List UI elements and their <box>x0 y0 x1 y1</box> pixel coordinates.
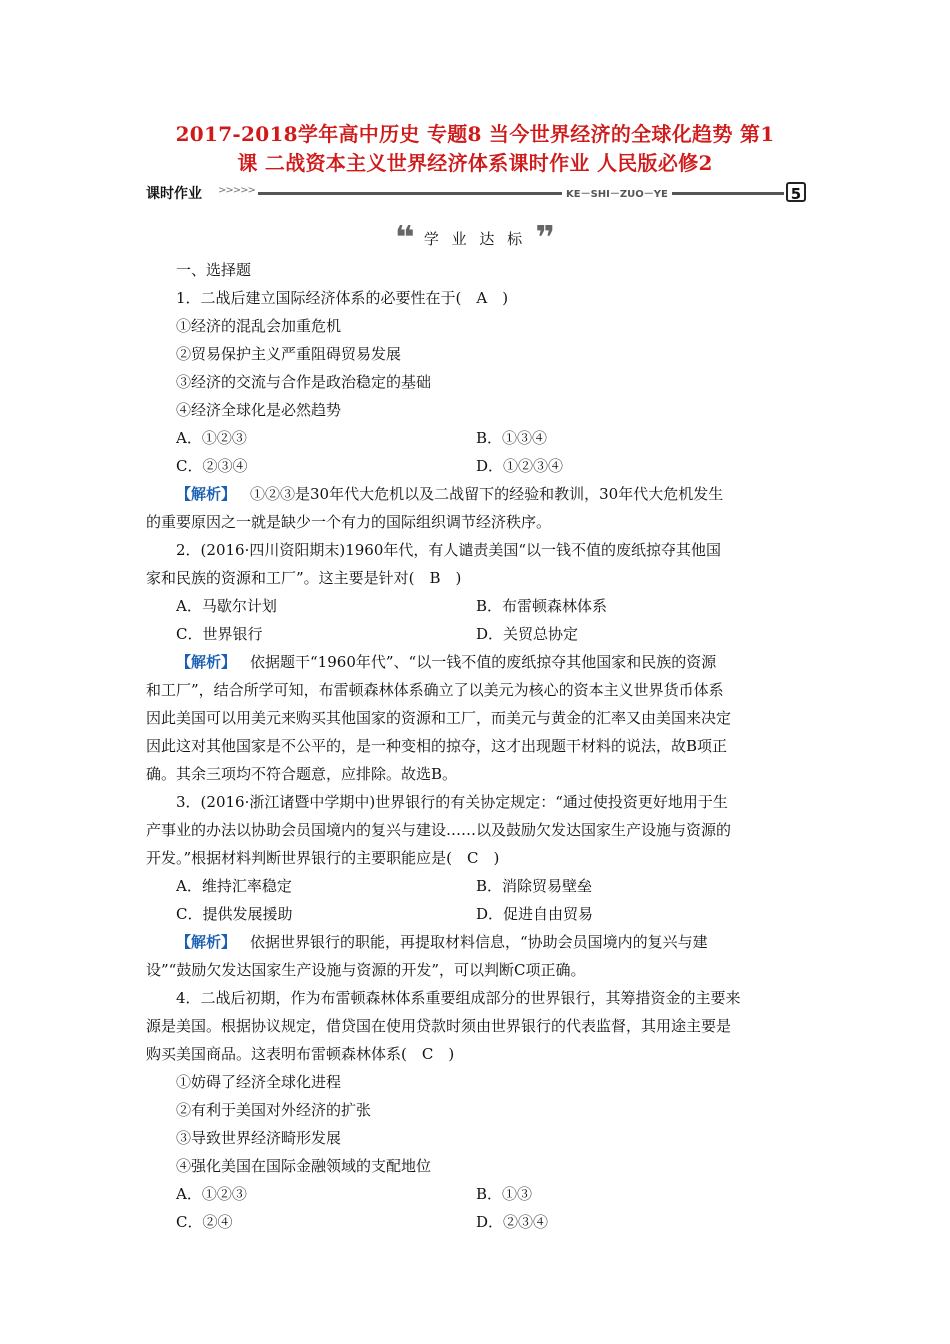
q4-option-a: A．①②③ <box>176 1185 247 1203</box>
q3-stem-line: 3．(2016·浙江诸暨中学期中)世界银行的有关协定规定：“通过使投资更好地用于生 <box>176 793 728 811</box>
q2-option-c: C．世界银行 <box>176 625 263 643</box>
q1-stem: 1．二战后建立国际经济体系的必要性在于( A ) <box>176 289 509 307</box>
q3-option-c: C．提供发展援助 <box>176 905 293 923</box>
q1-item: ②贸易保护主义严重阻碍贸易发展 <box>176 345 402 363</box>
banner-arrows: >>>>> <box>218 185 255 196</box>
q2-option-b: B．布雷顿森林体系 <box>476 597 608 615</box>
q3-stem-line: 产事业的办法以协助会员国境内的复兴与建设……以及鼓励欠发达国家生产设施与资源的 <box>146 821 732 839</box>
q2-analysis-line: 因此美国可以用美元来购买其他国家的资源和工厂，而美元与黄金的汇率又由美国来决定 <box>146 709 732 727</box>
q4-options-row <box>146 1208 806 1236</box>
analysis-label: 【解析】 <box>176 933 237 951</box>
q4-option-b: B．①③ <box>476 1185 533 1203</box>
q1-item: ①经济的混乱会加重危机 <box>176 317 342 335</box>
q1-options-row <box>146 452 806 480</box>
q2-option-d: D．关贸总协定 <box>476 625 579 643</box>
q1-analysis-line <box>146 480 806 508</box>
q1-option-b: B．①③④ <box>476 429 548 447</box>
part-title: 一、选择题 <box>176 261 252 279</box>
analysis-label: 【解析】 <box>176 485 237 503</box>
q2-analysis-line: 确。其余三项均不符合题意，应排除。故选B。 <box>146 765 458 783</box>
q4-stem-line: 购买美国商品。这表明布雷顿森林体系( C ) <box>146 1045 455 1063</box>
banner-number-badge: 5 <box>786 182 806 202</box>
banner-pinyin: KE－SHI－ZUO－YE <box>562 185 672 200</box>
q2-stem-line: 家和民族的资源和工厂”。这主要是针对( B ) <box>146 569 462 587</box>
q2-analysis-line: 因此这对其他国家是不公平的，是一种变相的掠夺，这才出现题干材料的说法，故B项正 <box>146 737 728 755</box>
q1-item: ④经济全球化是必然趋势 <box>176 401 342 419</box>
q4-option-d: D．②③④ <box>476 1213 549 1231</box>
q4-item: ④强化美国在国际金融领域的支配地位 <box>176 1157 432 1175</box>
q3-analysis-line <box>146 928 806 956</box>
q1-option-a: A．①②③ <box>176 429 247 447</box>
q2-options-row <box>146 620 806 648</box>
q3-option-b: B．消除贸易壁垒 <box>476 877 593 895</box>
q4-item: ①妨碍了经济全球化进程 <box>176 1073 342 1091</box>
q4-option-c: C．②④ <box>176 1213 233 1231</box>
q2-analysis-line <box>146 648 806 676</box>
q3-analysis-line: 设”“鼓励欠发达国家生产设施与资源的开发”，可以判断C项正确。 <box>146 961 586 979</box>
section-label: 学 业 达 标 <box>423 229 527 248</box>
exercise-content <box>146 256 806 1236</box>
q3-option-a: A．维持汇率稳定 <box>176 877 292 895</box>
q1-analysis-text: ①②③是30年代大危机以及二战留下的经验和教训，30年代大危机发生 <box>250 485 724 503</box>
q1-analysis-line: 的重要原因之一就是缺少一个有力的国际组织调节经济秩序。 <box>146 513 552 531</box>
title-line-1: 2017-2018学年高中历史 专题8 当今世界经济的全球化趋势 第1 <box>175 122 775 146</box>
q3-analysis-text: 依据世界银行的职能，再提取材料信息，“协助会员国境内的复兴与建 <box>250 933 708 951</box>
homework-banner <box>146 183 806 205</box>
close-quote-icon: ❞ <box>535 225 556 251</box>
section-heading <box>0 225 950 251</box>
q1-option-c: C．②③④ <box>176 457 248 475</box>
q4-item: ②有利于美国对外经济的扩张 <box>176 1101 372 1119</box>
document-title <box>140 120 810 178</box>
q1-item: ③经济的交流与合作是政治稳定的基础 <box>176 373 432 391</box>
q3-options-row <box>146 900 806 928</box>
q3-stem-line: 开发。”根据材料判断世界银行的主要职能应是( C ) <box>146 849 500 867</box>
banner-rule <box>258 192 784 195</box>
q1-options-row <box>146 424 806 452</box>
q3-option-d: D．促进自由贸易 <box>476 905 594 923</box>
q4-stem-line: 4．二战后初期，作为布雷顿森林体系重要组成部分的世界银行，其筹措资金的主要来 <box>176 989 741 1007</box>
q2-option-a: A．马歇尔计划 <box>176 597 277 615</box>
banner-tag: 课时作业 <box>146 186 202 202</box>
title-line-2: 课 二战资本主义世界经济体系课时作业 人民版必修2 <box>237 151 713 175</box>
q2-options-row <box>146 592 806 620</box>
q2-analysis-text: 依据题干“1960年代”、“以一钱不值的废纸掠夺其他国家和民族的资源 <box>250 653 717 671</box>
q4-options-row <box>146 1180 806 1208</box>
q2-analysis-line: 和工厂”，结合所学可知，布雷顿森林体系确立了以美元为核心的资本主义世界货币体系 <box>146 681 724 699</box>
open-quote-icon: ❝ <box>394 225 415 251</box>
q4-item: ③导致世界经济畸形发展 <box>176 1129 342 1147</box>
analysis-label: 【解析】 <box>176 653 237 671</box>
q1-option-d: D．①②③④ <box>476 457 564 475</box>
q3-options-row <box>146 872 806 900</box>
q4-stem-line: 源是美国。根据协议规定，借贷国在使用贷款时须由世界银行的代表监督，其用途主要是 <box>146 1017 732 1035</box>
q2-stem-line: 2．(2016·四川资阳期末)1960年代，有人谴责美国“以一钱不值的废纸掠夺其他国 <box>176 541 722 559</box>
